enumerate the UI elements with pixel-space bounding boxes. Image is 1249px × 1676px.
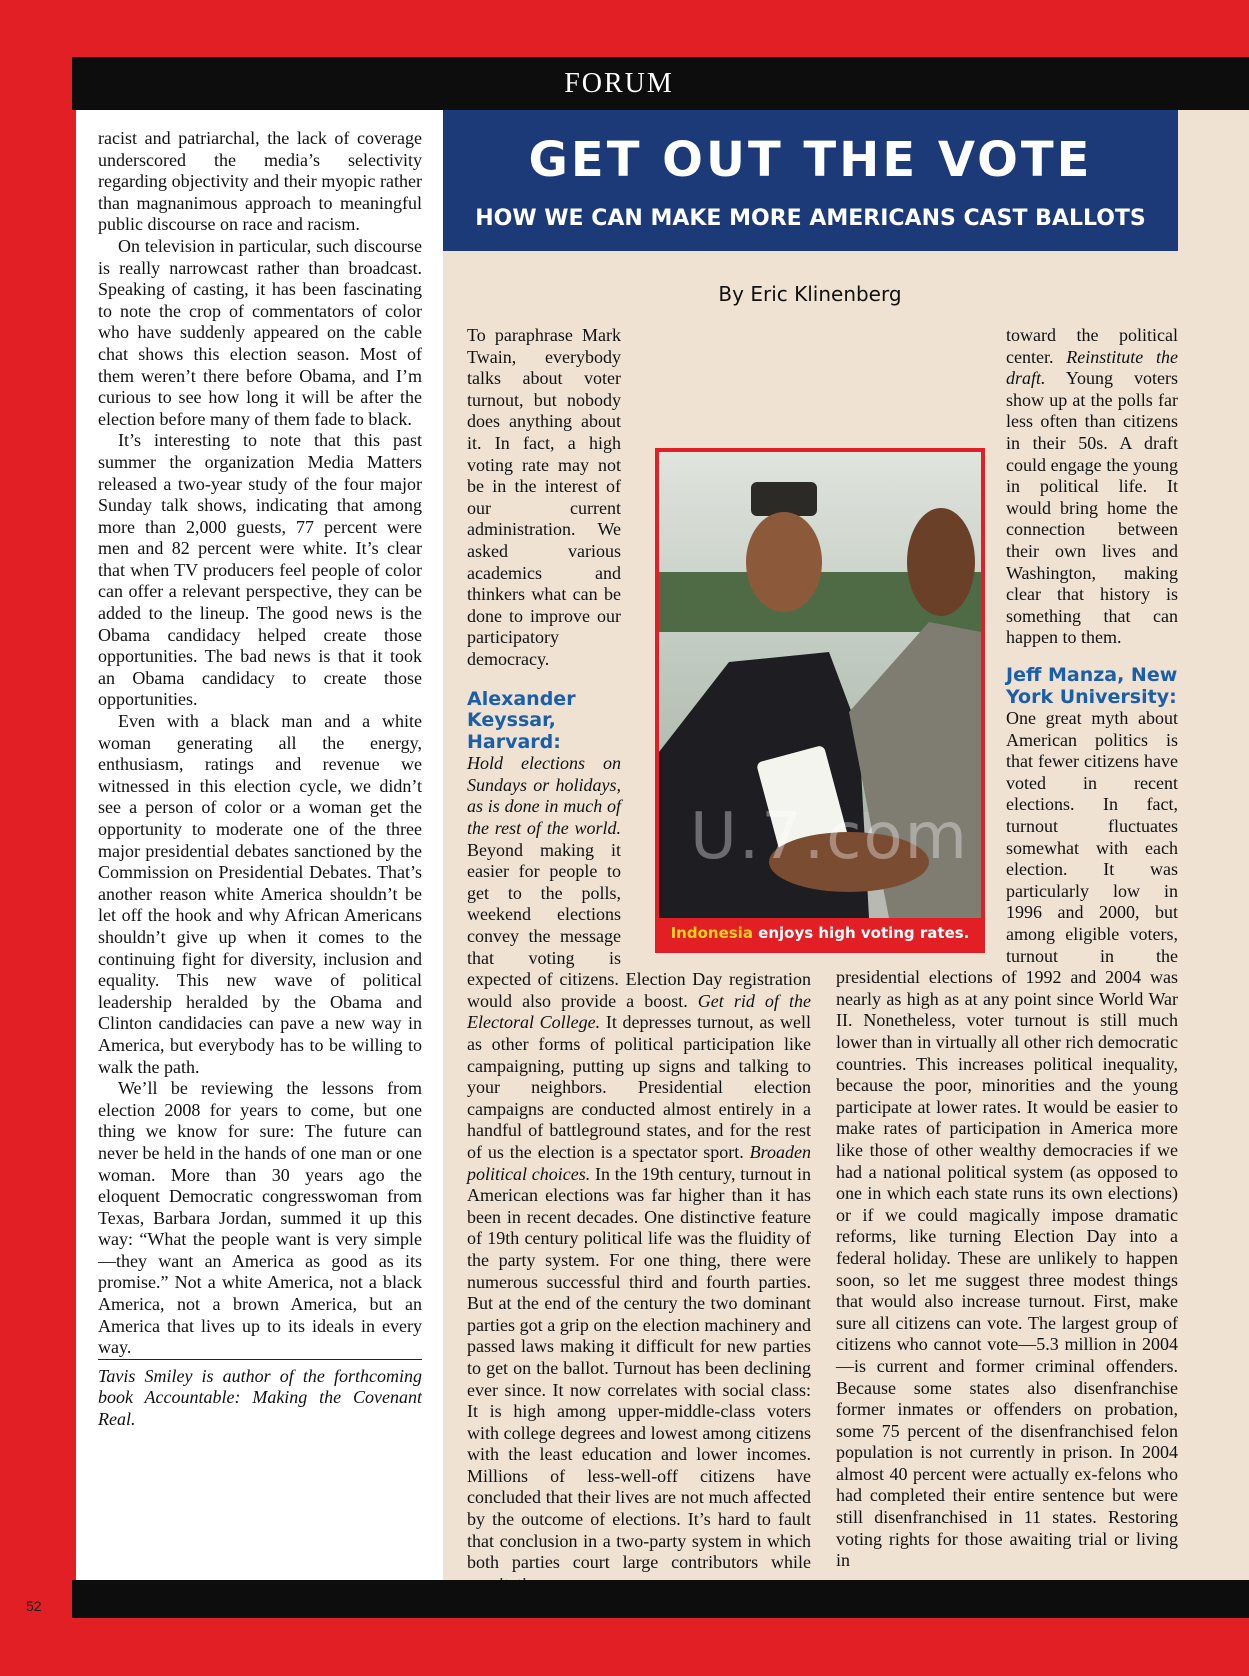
article-title: GET OUT THE VOTE xyxy=(528,132,1093,188)
col2-text: toward the political center. xyxy=(1006,325,1178,367)
left-paragraph: racist and patriarchal, the lack of coverage underscored the media’s selectivity regarding objectivity and their myopic rather than magnanimous approach to meaningful public discourse on race and racism. xyxy=(98,128,422,235)
manza-heading: Jeff Manza, New York University: xyxy=(1006,663,1178,708)
footer-bar xyxy=(72,1580,1249,1618)
watermark: U.7.com xyxy=(690,800,969,874)
keyssar-text: Beyond making it easier for people to get to the polls, weekend elections convey the message that voting is expected of citizens. Election Day registration would also provide a boost. xyxy=(467,839,811,1011)
caption-highlight: Indonesia xyxy=(670,924,753,942)
left-paragraph: We’ll be reviewing the lessons from election 2008 for years to come, but one thing we know for sure: The future can never be held in the hands of one man or one woman. More than 30 years ago the eloquent Democratic congresswoman from Texas, Barbara Jordan, summed it up this way: “What the people want is very simple—they want an America as good as its promise.” Not a white America, not a black America, not a brown America, but an America that lives up to its ideals in every way. xyxy=(98,1078,422,1358)
page-number: 52 xyxy=(26,1598,42,1614)
keyssar-italic: Get rid of the Electoral College. xyxy=(467,990,811,1033)
left-paragraph: Even with a black man and a white woman generating all the energy, enthusiasm, ratings and revenue we witnessed in this election cycle, we didn’t see a person of color or a woman get the opportunity to moderate one of the three major presidential debates sanctioned by the Commission on Presidential Debates. That’s another reason white America shouldn’t be let off the hook and why African Americans shouldn’t give up when it comes to the continuing fight for diversity, inclusion and equality. This new wave of political leadership heralded by the Obama and Clinton candidacies can pave a new way in America, but everybody has to be willing to walk the path. xyxy=(98,711,422,1077)
col2-italic: Reinstitute the draft. xyxy=(1006,346,1178,389)
left-column-text xyxy=(98,128,422,1431)
left-paragraph: It’s interesting to note that this past summer the organization Media Matters released a two-year study of the four major Sunday talk shows, indicating that among more than 2,000 guests, 77 percent were men and 82 percent were white. It’s clear that when TV producers feel people of color can offer a relevant perspective, they can be added to the lineup. The good news is the Obama candidacy helped create those opportunities. The bad news is that it took an Obama candidacy to create those opportunities. xyxy=(98,430,422,710)
intro-paragraph: To paraphrase Mark Twain, everybody talks about voter turnout, but nobody does anything about it. In fact, a high voting rate may not be in the interest of our current administration. We asked various academics and thinkers what can be done to improve our participatory democracy. xyxy=(467,325,621,669)
keyssar-text: It depresses turnout, as well as other forms of political participation like campaigning, putting up signs and talking to your neighbors. Presidential election campaigns are conducted almost entirely in a handful of battleground states, and for the rest of us the election is a spectator sport. xyxy=(467,1012,812,1162)
caption-text: enjoys high voting rates. xyxy=(752,924,970,942)
left-paragraph: On television in particular, such discourse is really narrowcast rather than broadcast. Speaking of casting, it has been fascinating to note the crop of commentators of color who have suddenly appeared on the cable chat shows this election season. Most of them weren’t there before Obama, and I’m curious to see how long it will be after the election before many of them fade to black. xyxy=(98,235,422,429)
section-label: FORUM xyxy=(564,68,674,99)
author-bio: Tavis Smiley is author of the forthcoming book Accountable: Making the Covenant Real. xyxy=(98,1359,422,1431)
manza-text: One great myth about American politics is that fewer citizens have voted in recent elections. In fact, turnout fluctuates somewhat with each election. It was particularly low in 1996 and 2000, but among eligible voters, turnout in the presidential elections of 1992 and 2004 was nearly as high as at any point since World War II. Nonetheless, voter turnout is still much lower than in virtually all other rich democratic countries. This increases political inequality, because the poor, minorities and the young participate at lower rates. It would be easier to make rates of participation in America more like those of other wealthy democracies if we had a national political system (as opposed to one in which each state runs its own elections) or if we could magically impose dramatic reforms, like turning Election Day into a federal holiday. These are unlikely to happen soon, so let me suggest three modest things that would also increase turnout. First, make sure all citizens can vote. The largest group of citizens who cannot vote—5.3 million in 2004—is current and former criminal offenders. Because some states also disenfranchise former inmates or offenders on probation, some 75 percent of the disenfranchised felon population is not currently in prison. In 2004 almost 40 percent were actually ex-felons who had completed their entire sentence but were still disenfranchised in 11 states. Restoring voting rights for those awaiting trial or living in xyxy=(836,708,1178,1571)
article-subtitle: HOW WE CAN MAKE MORE AMERICANS CAST BALLOTS xyxy=(475,206,1146,231)
photo-frame xyxy=(655,448,985,953)
keyssar-heading: Alexander Keyssar, Harvard: xyxy=(467,687,576,753)
col2-text: Young voters show up at the polls far less often than citizens in their 50s. A draft could engage the young in political life. It would bring home the connection between their own lives and Washington, making clear that history is something that can happen to them. xyxy=(1006,368,1178,648)
keyssar-lead: Hold elections on Sundays or holidays, as is done in much of the rest of the world. xyxy=(467,753,621,839)
photo-caption xyxy=(659,918,981,949)
keyssar-italic: Broaden political choices. xyxy=(467,1141,811,1184)
keyssar-text: In the 19th century, turnout in American elections was far higher than it has been in recent decades. One distinctive feature of 19th century political life was the fluidity of the party system. For one thing, there were numerous successful third and fourth parties. But at the end of the century the two dominant parties got a grip on the election machinery and passed laws making it difficult for new parties to get on the ballot. Turnout has been declining ever since. It now correlates with social class: It is high among upper-middle-class voters with college degrees and lowest among citizens with the least education and lower incomes. Millions of less-well-off citizens have concluded that their lives are not much affected by the outcome of elections. It’s hard to fault that conclusion in a two-party system in which both parties court large contributors while xyxy=(467,1163,811,1573)
byline: By Eric Klinenberg xyxy=(718,282,902,306)
